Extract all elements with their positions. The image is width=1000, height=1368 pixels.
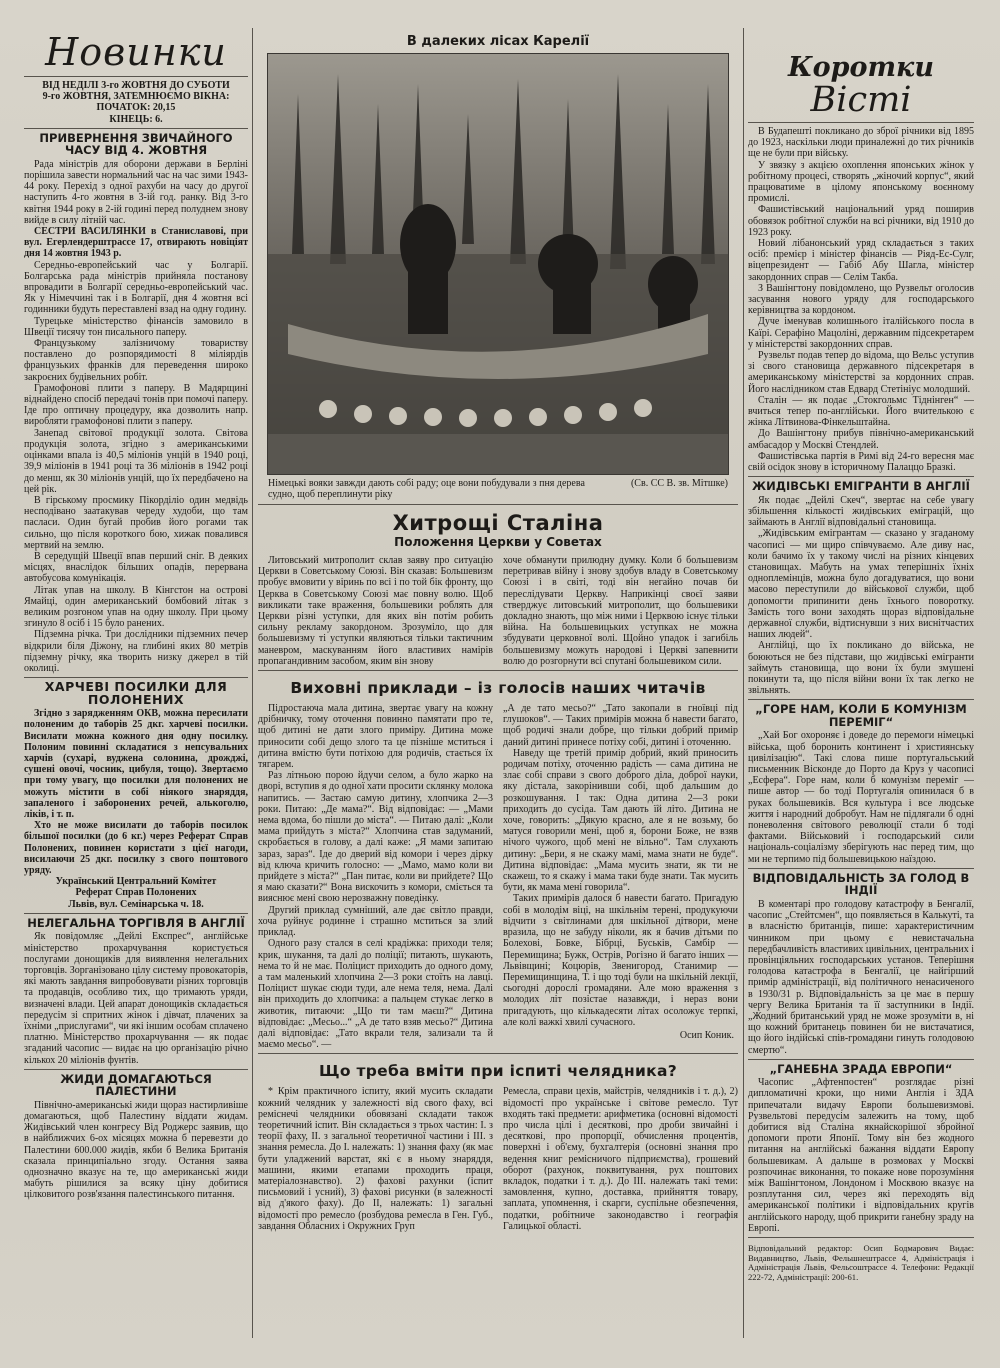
signature-line: Львів, вул. Семінарська ч. 18. bbox=[68, 898, 204, 910]
divider bbox=[748, 1237, 974, 1238]
theatre-line: 9-го ЖОВТНЯ, ЗАТЕМНЮЄМО ВІКНА: bbox=[42, 91, 230, 103]
paragraph: Литовський митрополит склав заяву про ситуацію Церкви в Советському Союзі. Він сказав: Большевизм пробує вмовити у віринь по всі і по той бік фронту, що Церква в Советському Союзі має повну волю. Щоб викликати таке враження, большевики роблять для Церкви різні уступки, для яких він потім робить сильну рекламу закордоном. Зрозуміло, що для большевизму ті уступки являються тільки тактичним маневром, маскуванням його властивих намірів пропагандивним засобом, яким він знову bbox=[258, 555, 493, 667]
photo-caption bbox=[268, 478, 728, 500]
headline: НЕЛЕГАЛЬНА ТОРГІВЛЯ В АНГЛІЇ bbox=[27, 915, 245, 930]
divider bbox=[24, 677, 248, 678]
paragraph: Згідно з зарядженням ОКВ, можна пересилати полоненим до таборів 25 дкг. харчеві посилки. Висилати можна кожного дня одну посилку. Полоним повинні складатися з непсувальних харчів (сухарі, вуджена солонина, дрожджі, сушені овочі, чосник, цибуля, тощо). Звертаємо при тому увагу, що посилки для полонених не можуть містити в собі ніякого знаряддя, запаленого і заборонених речей, алькоголю, ліків, і т. п. bbox=[24, 708, 248, 820]
paragraph: „Хай Бог охороняє і доведе до перемоги німецькі війська, щоб боронить континент і християнську цивілізацію“. Такі слова пише португальський письменник Вісконде до Порто да Круз у часописі „Есфера“. Горе нам, коли б комунізм переміг — пише автор — бо тоді Португалія опинилася б в руках большевиків. Вся культура і все людське життя і народний добробут. Нам не підлягали б одні поневолення світового революції стали б тоді фактами. Військовий і господарський сили національ-соціалізму зберігують нас перед тим, що ми не терпимо під большевицькою наїздою. bbox=[748, 730, 974, 865]
article-title: Хитрощі Сталіна bbox=[392, 511, 604, 535]
left-column bbox=[24, 24, 248, 1349]
paragraph: Турецьке міністерство фінансів замовило в Швеції тисячу тон писального паперу. bbox=[24, 315, 248, 338]
headline: ВІДПОВІДАЛЬНІСТЬ ЗА ГОЛОД В ІНДІЇ bbox=[752, 870, 970, 898]
divider bbox=[24, 913, 248, 914]
section-title: Що треба вміти при іспиті челядника? bbox=[318, 1062, 678, 1081]
headline: ЖИДИ ДОМАГАЮТЬСЯ ПАЛЕСТИНИ bbox=[60, 1071, 212, 1099]
paragraph: З Вашінгтону повідомлено, що Рузвельт оголосив засування нового уряду для господарського керівництва за кордоном. bbox=[748, 282, 974, 317]
paragraph: * Крім практичного іспиту, який мусить складати кожний челядник у залежності від свого фаху, всі реміснечі челядники обовязані складати також теоретичний іспит. Він складається з трьох частин: І. з теорії фаху, ІІ. з загальної теоретичної частини і ІІІ. з знання ремесла. До І. належать: 1) знання фаху (як має бути уладжений варстат, які є в ньому знаряддя, машини, якими етапами проходить праця, матеріалознавство). 2) фахові рахунки (іспит письмовий і усний), 3) фахові рисунки (в залежності від д'якого фаху). До ІІ, належать: 1) загальні відомості про ремесло (розбудова ремесла в Ген. Губ., завдання Обласних і Окружних Груп bbox=[258, 1086, 493, 1232]
middle-column bbox=[258, 24, 738, 1349]
article-subtitle: Положення Церкви у Советах bbox=[394, 535, 602, 549]
headline: „ГОРЕ НАМ, КОЛИ Б КОМУНІЗМ ПЕРЕМІГ“ bbox=[755, 702, 967, 729]
headline: ЖИДІВСЬКІ ЕМІГРАНТИ В АНГЛІЇ bbox=[752, 479, 970, 494]
paragraph: Підростаюча мала дитина, звертає увагу на кожну дрібничку, тому оточення повинно памятати про те, щоб дитині не дати злого приміру. Дитина може приносити собі дещо злого та це пізніше мститься і дитина вмістю бути потіхою для родичів, стається їх тягарем. bbox=[258, 703, 493, 771]
paragraph: В середущій Швеції впав перший сніг. В деяких місцях, внаслідок більших опадів, перервана автобусова комунікація. bbox=[24, 550, 248, 585]
divider bbox=[748, 868, 974, 869]
theatre-line: КІНЕЦЬ: 6. bbox=[109, 113, 163, 125]
paragraph: Хто не може висилати до таборів посилок більшої посилки (до 6 кг.) через Реферат Справ Полонених, повинен користати з цієї нагоди, висилаючи 25 дкг. посилку з свого поштового уряду. bbox=[24, 820, 248, 876]
divider bbox=[748, 122, 974, 123]
column-rule bbox=[252, 28, 253, 1338]
caption-credit: (Св. СС В. зв. Мітшке) bbox=[630, 478, 728, 489]
paragraph: хоче обманути прилюдну думку. Коли б большевизм перетривав війну і знову здобув владу в Советському Союзі і в світі, тоді він негайно почав би переслідувати Церкву. Наприкінці своєї заяви стверджує литовський митрополит, що большевики докладно знають, що між ними і Церквою існує тільки війна. На большевицьких уступках не можна збудувати церковної волі. Щойно упадок і загибіль большевизму можуть народові і Церкві запевнити волю до розгорнути всі спутані большевиком сили. bbox=[503, 555, 738, 667]
paragraph: Раз літньою порою йдучи селом, а було жарко на дворі, вступив я до одної хати просити склянку молока напитись. — Застаю самую дитину, хлопчика 2—3 роки. Питаю: „Де мама?“. Від відповідає: — „Мами нема вдома, бо пішли до міста“. — Питаю далі: „Коли мама прийдуть з міста?“ Хлопчина став задуманий, скробається в голову, а далі каже: „Я мами запитаю зараз, зараз“. Іде до дверий від комори і через дірку від ключа кричить голосно: — „Мамо, мамо коли ви прийдете з міста?“ „Пан питає, коли ви прийдете? Що я маю сказати?“ Вона вискочить з комори, сміється та вияснює мені свою нерозважну поведінку. bbox=[258, 770, 493, 905]
korotki-masthead: Коротки bbox=[788, 52, 934, 83]
theatre-line: ПОЧАТОК: 20,15 bbox=[96, 102, 176, 114]
divider bbox=[24, 76, 248, 77]
paragraph: Середньо-европейський час у Болгарії. Болгарська рада міністрів прийняла постанову впровадити в Болгарії середньо-европейський час. Як у Німеччині так і в Болгарії, дня 4 жовтня всі годинники будуть переставлені взад на одну годину. bbox=[24, 259, 248, 316]
divider bbox=[748, 699, 974, 700]
paragraph: Фашистівська партія в Римі від 24-го вересня має свій осідок знову в історичному Палаццо Бразкі. bbox=[748, 450, 974, 474]
section-title: Виховні приклади – із голосів наших читачів bbox=[290, 679, 706, 698]
paragraph: Новий лібанонський уряд складається з таких осіб: премієр і міністер фінансів — Ріяд-Ес-Сулг, віцепрезидент — Габіб Абу Шагла, міністер закордонних справ — Селім Такба. bbox=[748, 238, 974, 283]
paragraph: Наведу ще третій примір добрий, який приносить родичам потіху, оточенню радість — сама дитина не злає собі справи з свого доброго діла, доброї науки, яку дістала, закорінивши собі, щоб дальшим до розкошування. І так: Одна дитина 2—3 роки приходить до сусіда. Там дають їй літо. Дитина не хоче, говорить: „Дякую красно, але я не возьму, бо матуся говорили мені, щоб я, борони Боже, не взяв нічого чужого, щоб мені не вільно“. Там слухають дитину: „Бери, я не скажу мамі, мама знати не буде“. Дитина відповідає: „Мама мусить знати, як ти не скажеш, то я скажу і мама таки буде знати. Так мусить бути, як мама мені говорила“. bbox=[503, 747, 738, 894]
divider bbox=[748, 476, 974, 477]
imprint: Відповідальний редактор: Осип Бодмарович Видає: Видавництво, Львів, Фельшнештрассе 4, Адміністрація і Адміністрація Львів, Фельсоштрассе 4. Телефони: Редакції 222-72, Адміністрації: 200-61. bbox=[748, 1243, 974, 1282]
paragraph: Рузвельт подав тепер до відома, що Вельс уступив зі свого становища державного підсекретаря в американському міністерстві за кордонних справ. Його наслідником став Едвард Стетініус молодший. bbox=[748, 350, 974, 395]
theatre-line: ВІД НЕДІЛІ 3-го ЖОВТНЯ ДО СУБОТИ bbox=[42, 80, 230, 91]
photo-title: В далеких лісах Карелії bbox=[406, 34, 590, 49]
paragraph: Літак упав на школу. В Кінгстон на острові Ямайці, один американський бомбовий літак з великим розгоном упав на одну школу. При цьому згинуло 8 осіб і 15 було ранених. bbox=[24, 584, 248, 630]
paragraph: Фашистівський національний уряд поширив обовязок робітної служби на всі річники, від 1910 до 1923 року. bbox=[748, 204, 974, 238]
headline: „ГАНЕБНА ЗРАДА ЕВРОПИ“ bbox=[769, 1061, 953, 1076]
visti-masthead: Вісті bbox=[810, 80, 912, 120]
divider bbox=[748, 1059, 974, 1060]
paragraph: У звязку з акцією охоплення японських жінок у робітному процесі, створять „жіночий корпус“, який працюватиме в цілому японському воєнному промислі. bbox=[748, 159, 974, 205]
paragraph: Північно-американські жиди щораз настирливіше домагаються, щоб Палестину віддати жидам. Жидівський член конгресу Від Роджерс заявив, що в найближчих 6-ох місяцях можна б перевезти до Палестини 600.000 жидів, якби б Велика Британія сказала принципіально згоду. Остання заява однозначно вказує на те, що американські жиди мабуть рішилися за всяку ціну добитися цілковитого розв'язання палестинського питання. bbox=[24, 1099, 248, 1201]
column-rule bbox=[743, 28, 744, 1338]
article-body bbox=[258, 555, 738, 667]
paragraph: Занепад світової продукції золота. Світова продукція золота, згідно з американськими оцінками впала із 40,5 міліонів унцій в 1940 році, 39,9 міліонів в 1941 році та 36 міліонів в 1942 році до менш, як 30 міліонів унцій, що їх передбачено на цей рік. bbox=[24, 427, 248, 495]
paragraph: СЕСТРИ ВАСИЛЯНКИ в Станиславові, при вул. Егерлендерштрассе 17, отвирають новіціят дня 14 жовтня 1943 р. bbox=[24, 226, 248, 260]
paragraph: Сталін — як подає „Стокгольмс Тіднінген“ — вчиться тепер по-англійськи. Його вчителькою є жінка Літвинова-Фінкельштайна. bbox=[748, 394, 974, 429]
headline: ПРИВЕРНЕННЯ ЗВИЧАЙНОГО ЧАСУ ВІД 4. ЖОВТНЯ bbox=[39, 130, 233, 158]
paragraph: Англійці, що їх покликано до війська, не боюються не без підстави, що жидівські емігранти займуть становища, що вони їх були змушені покинути та, що після війни вони їх так легко не звільнять. bbox=[748, 640, 974, 697]
paragraph: В гірському просмику Пікорділіо один медвідь несподівано заатакував череду худоби, що там пасласи. Один бугай пробив його рогами так сильно, що після короткого бою, хижак повалився мертвий на землю. bbox=[24, 494, 248, 551]
right-column bbox=[748, 24, 974, 1349]
paragraph: Як повідомляє „Дейлі Експрес“, англійське міністерство прохарчування користується послугами донощиків для виявлення нелегальних торговців. Зорганізовано цілу систему провокаторів, які мають завдання випробовувати різних торговців та продавців, особливо тих, що тримають уряди, визначені влади. Цей апарат донощиків складається передусім зі спритних жінок і дівчат, плачених за їхніми „прислугами“, чи які іншим особам сплачено платню. Міністерство прохарчування — як подає згаданий часопис — видає на цю організацію річно кількох 20 міліонів фунтів. bbox=[24, 931, 248, 1066]
divider bbox=[24, 1069, 248, 1070]
section-body bbox=[258, 1086, 738, 1232]
paragraph: Таких примірів далося б навести багато. Пригадую собі в молодім віці, на шкільнім терені, продукуючи відчити з світлинами для шкільної дітвори, мене вразила, що не забуду ніколи, як я бачив дітьми по Болехові, Бовке, Бібрці, Буськів, Самбір — Перемищина; Бужк, Острів, Рогізно й багато інших — Львівщині; Коцюрів, Звенигород, Станимир — Перемищинщина, Т. і що тоді були на шкільній лекції, сьогодні дорослі громадяни. Але мою враження з молодих літ позістае назавжди, і нераз вони пригадують, що кількадесяти літах осоложує терпкі, але колі важкі хвилі сучасного. bbox=[503, 893, 738, 1028]
paragraph: Дуче іменував колишнього італійського посла в Каїрі. Серафіно Мацоліні, державним підсекретарем у міністерстві закордонних справ. bbox=[748, 316, 974, 350]
forest-photo bbox=[267, 53, 729, 475]
caption-text: Німецькі вояки завжди дають собі раду; оце вони побудували з пня дерева судно, щоб переплинути ріку bbox=[268, 478, 585, 500]
paragraph: „А де тато месьо?“ „Тато закопали в гноївці під глушоков“. — Таких примірів можна б навести багато, щоб родичі знали добре, що тільки добрий примір даний дитині принесе потіху собі, дитині і оточенню. bbox=[503, 703, 738, 748]
divider bbox=[258, 504, 738, 505]
paragraph: Як подає „Дейлі Скеч“, звертає на себе увагу збільшення кількості жидівських еміграцій, що займають в Англії відповідальні становища. bbox=[748, 494, 974, 529]
paragraph: Рада міністрів для оборони держави в Берліні порішила завести нормальний час на час зими 1943-44 року. Перехід з одної рахуби на часу до другої наступить 4-го жовтня в 3-ій год. ранку. Від 3-го квітня 1944 року в 2-ій годині перед полуднем знову вийде в силу літній час. bbox=[24, 158, 248, 226]
signature-line: Реферат Справ Полонених bbox=[75, 887, 197, 899]
paragraph: „Жидівським емігрантам — сказано у згаданому часописі — ми щиро співчуваємо. Але диву нас, коли бачимо їх у такому числі на різних кінцевих становищах. Мабуть на умах теперішніх їхніх одноплемінців, можна було догадуватися, що вони масово переступили до військової служби, щоб допомогти припинити день їхнього поворотку. Замість того вони заходять щораз відповідальне державної служби, відтиснувши з них виснітчастих наших людей“. bbox=[748, 528, 974, 641]
headline: ХАРЧЕВІ ПОСИЛКИ ДЛЯ ПОЛОНЕНИХ bbox=[44, 679, 228, 707]
paragraph: Одного разу стался в селі крадіжка: приходи теля; крик, шукання, та далі до поліції; питають, шукають, нема то й не має. Поліцист приходить до одного дому, а там маленький хлопчина 2—3 роки стоїть на лавці. Поліцист шукає сюди туди, але нема теля, нема. Далі він приходить до хлопчика: а пальцем стукає легко в животик, питаючи: „Що ти там маєш?“ Дитина відповідає: „Месьо...“ „А де тато взяв месьо?“ Дитина далі відповідає: „Тато вкрали теля, зализали та й маємо месьо“. — bbox=[258, 938, 493, 1051]
divider bbox=[258, 1053, 738, 1054]
paragraph: В Будапешті покликано до зброї річники від 1895 до 1923, наскільки люди приналежні до тих річників ще не були при війську. bbox=[748, 126, 974, 160]
paragraph: Ремесла, справи цехів, майстрів, челядників і т. д.), 2) відомості про українське і світове ремесло. Тут входять такі предмети: арифметика (основні відомості про числа цілі і десяткові, про дроби звичайні і десяткові, про пропорції, обчислення процентів, поверхні і об'єму, бухгалтерія (основні знання про ведення книг ремісничого підприємства), грошевий оборот (рахунок, поквитування, рух поштових вкладок, податки і т. д.). До ІІІ. належать такі теми: замовлення, купно, доставка, прийняття товару, заплата, упомнення, і скарги, суспільне обезпечення, податки, робітниче законодавство і географія Галицької області. bbox=[503, 1086, 738, 1232]
author-signature: Осип Коник. bbox=[679, 1029, 734, 1041]
divider bbox=[258, 670, 738, 671]
paragraph: Грамофонові плити з паперу. В Мадярщині віднайдено спосіб передачі тонів при помочі паперу. Іде про оптичну процедуру, яка дозволить напр. виробляти грамофонові плити з паперу. bbox=[24, 382, 248, 428]
paragraph: Другий приклад сумніший, але дає світло правди, хоча руйнує родинне і страшно мститься за злий приклад. bbox=[258, 904, 493, 939]
paragraph: В коментарі про голодову катастрофу в Бенгалії, часопис „Стейтсмен“, що появляється в Калькуті, та в власністю британців, пише: характеристичним чинником при цьому є невистачальна передбачливість властивих цивільних, центральних і провінціяльних господарських установ. Теперішня голодова катастрофа в Бенгалії, це найгірший примір адміністрації, від політичного ненасиченого в 1930/31 р. Відповідальність за це має в першу чергу Велика Британія та її заступники в Індії. „Жодний британський уряд не може зрозуміти в, ні що кожний британець повинен би не вистачатися, що його індійські спів-громадяни гинуть голодовою смертю“. bbox=[748, 898, 974, 1056]
paragraph: До Вашінгтону прибув північно-американський амбасадор у Москві Стендлей. bbox=[748, 428, 974, 451]
divider bbox=[24, 128, 248, 129]
paragraph: Підземна річка. Три дослідники підземних печер відкрили біля Діжону, на глибині яких 80 метрів підземну річку, яка творить низку джерел в тій околиці. bbox=[24, 629, 248, 674]
paragraph: Французькому залізничому товариству поставлено до розпорядимості 8 міліярдів французьких франків для переведення широко закроєних будівельних робіт. bbox=[24, 338, 248, 383]
paragraph: Часопис „Афтенпостен“ розглядає різні дипломатичні кроки, що ними Англія і ЗДА припечатали видачу Европи большевизмові. Рузвельтові передусім залежить на тому, щоб добитися від Сталіна якнайскорішої збройної допомоги проти Японії. Тому він без жодного питання на англійські бажання віддати Европу большевикам. А дальше в розмовах у Москві розпочинає виконання, то покаже нове порозуміння між Вашінгтоном, Лондоном і Москвою вказує на розплутання сил, через які переходять від американської політики і відповідальних кругів англійського народу, щоб прикрити ганебну зраду на Европі. bbox=[748, 1077, 974, 1234]
signature-line: Український Центральний Комітет bbox=[55, 876, 217, 888]
novynky-masthead: Новинки bbox=[45, 30, 227, 74]
section-body bbox=[258, 703, 738, 1050]
